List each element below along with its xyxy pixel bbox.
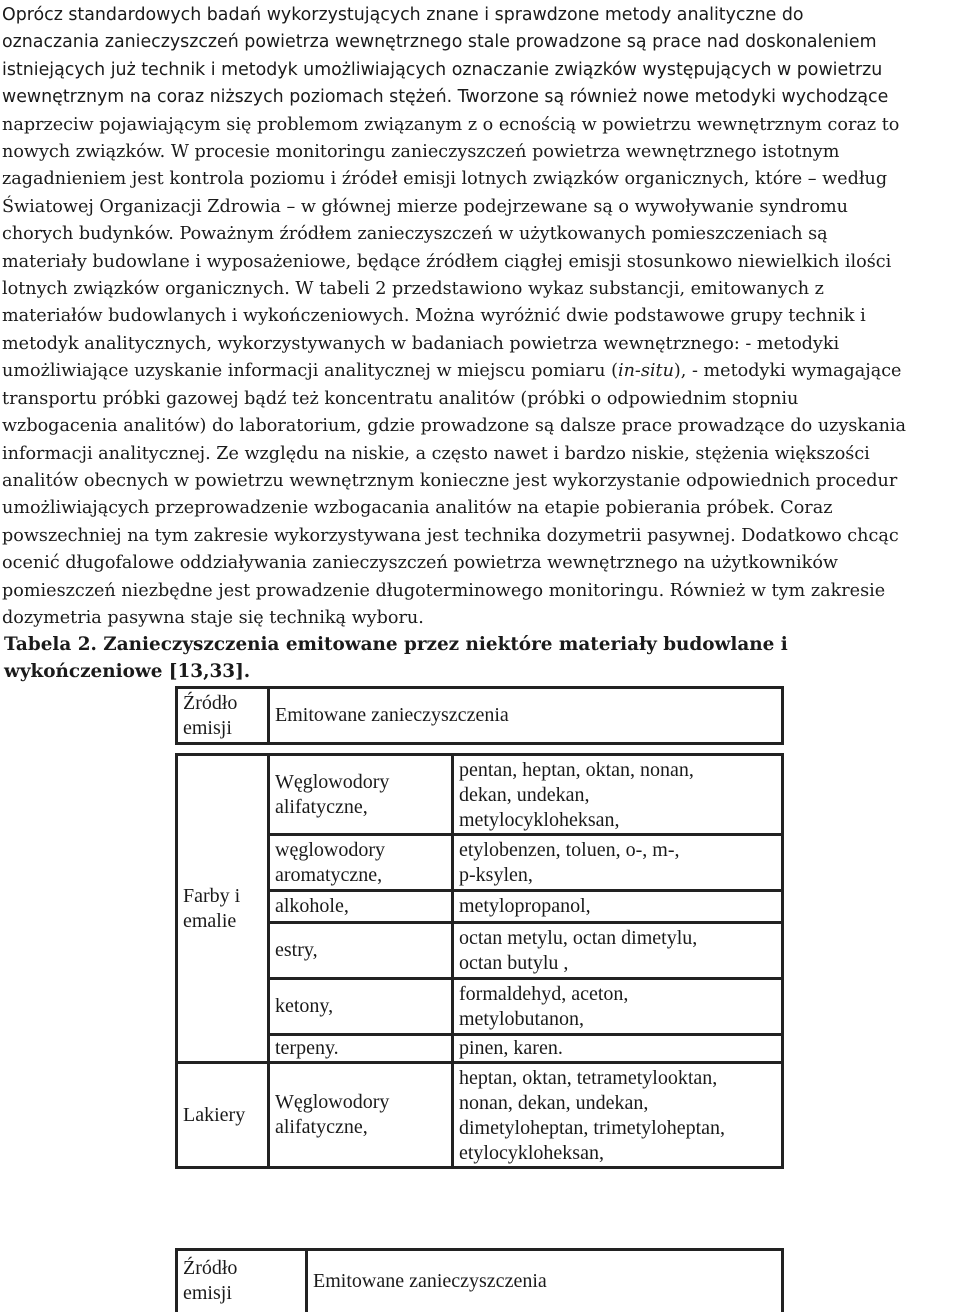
- paragraph-line: materiałów budowlanych i wykończeniowych. Można wyróżnić dwie podstawowe grupy technik i: [2, 306, 866, 327]
- emissions-table-continued-grid: [175, 1248, 784, 1312]
- compound-class-cell: alkohole,: [269, 891, 453, 923]
- compounds-cell: etylobenzen, toluen, o-, m-, p-ksylen,: [453, 835, 783, 891]
- paragraph-line: analitów obecnych w powietrzu wewnętrznym konieczne jest wykorzystanie odpowiednich procedur: [2, 470, 898, 491]
- emissions-table: [175, 686, 784, 1169]
- compounds-cell: pinen, karen.: [453, 1035, 783, 1063]
- paragraph-line: umożliwiających przeprowadzenie wzbogacania analitów na etapie pobierania próbek. Coraz: [2, 498, 833, 519]
- compounds-cell: heptan, oktan, tetrametylooktan, nonan, dekan, undekan, dimetyloheptan, trimetyloheptan, etylocykloheksan,: [453, 1063, 783, 1168]
- paragraph-line: pomieszczeń niezbędne jest prowadzenie długoterminowego monitoringu. Również w tym zakresie: [2, 580, 886, 601]
- paragraph-line: [2, 358, 954, 385]
- paragraph-line: nowych związków. W procesie monitoringu zanieczyszczeń powietrza wewnętrznego istotnym: [2, 142, 840, 163]
- emissions-table-grid: [175, 686, 784, 1169]
- paragraph-line: dozymetria pasywna staje się techniką wyboru.: [2, 607, 424, 628]
- paragraph-line: Światowej Organizacji Zdrowia – w głównej mierze podejrzewane są o wywoływanie syndromu: [2, 196, 848, 217]
- paragraph-line: transportu próbki gazowej bądź też koncentratu analitów (próbki o odpowiednim stopniu: [2, 388, 799, 409]
- table-header-row: [177, 688, 783, 744]
- source-cell: Farby i emalie: [177, 755, 269, 1063]
- paragraph-line: wewnętrznym na coraz niższych poziomach stężeń. Tworzone są również nowe metodyki wychodzące: [2, 87, 889, 108]
- body-paragraph: [2, 2, 954, 632]
- paragraph-line: chorych budynków. Poważnym źródłem zanieczyszczeń w użytkowanych pomieszczeniach są: [2, 224, 828, 245]
- in-situ-term: in-situ: [617, 361, 674, 382]
- compound-class-cell: estry,: [269, 923, 453, 979]
- table-row: [177, 1063, 783, 1168]
- compounds-cell: metylopropanol,: [453, 891, 783, 923]
- compound-class-cell: Węglowodory alifatyczne,: [269, 1063, 453, 1168]
- caption-line: wykończeniowe [13,33].: [4, 661, 251, 682]
- paragraph-line: lotnych związków organicznych. W tabeli 2 przedstawiono wykaz substancji, emitowanych z: [2, 279, 824, 300]
- paragraph-line: oznaczania zanieczyszczeń powietrza wewnętrznego stale prowadzone są prace nad doskonaleniem: [2, 32, 877, 53]
- paragraph-line: istniejących już technik i metodyk umożliwiających oznaczanie związków występujących w powietrzu: [2, 59, 883, 80]
- paragraph-line: materiały budowlane i wyposażeniowe, będące źródłem ciągłej emisji stosunkowo niewielkich ilości: [2, 251, 892, 272]
- paragraph-line-part: ), - metodyki wymagające: [673, 361, 902, 382]
- header-emitted: Emitowane zanieczyszczenia: [269, 688, 783, 744]
- compounds-cell: formaldehyd, aceton, metylobutanon,: [453, 979, 783, 1035]
- header-source: Źródło emisji: [177, 1250, 307, 1312]
- compounds-cell: pentan, heptan, oktan, nonan, dekan, undekan, metylocykloheksan,: [453, 755, 783, 835]
- paragraph-line: wzbogacenia analitów) do laboratorium, gdzie prowadzone są dalsze prace prowadzące do uzyskania: [2, 416, 907, 437]
- paragraph-line: Oprócz standardowych badań wykorzystujących znane i sprawdzone metody analityczne do: [2, 5, 804, 25]
- paragraph-line: ocenić długofalowe oddziaływania zanieczyszczeń powietrza wewnętrznego na użytkowników: [2, 553, 838, 574]
- table-header-row: [177, 1250, 783, 1312]
- source-cell: Lakiery: [177, 1063, 269, 1168]
- header-emitted: Emitowane zanieczyszczenia: [307, 1250, 783, 1312]
- paragraph-line: informacji analitycznej. Ze względu na niskie, a często nawet i bardzo niskie, stężenia większości: [2, 443, 870, 464]
- compound-class-cell: ketony,: [269, 979, 453, 1035]
- compound-class-cell: Węglowodory alifatyczne,: [269, 755, 453, 835]
- table-spacer: [177, 744, 783, 755]
- table-row: [177, 755, 783, 835]
- compound-class-cell: terpeny.: [269, 1035, 453, 1063]
- emissions-table-continued: [175, 1248, 784, 1312]
- compound-class-cell: węglowodory aromatyczne,: [269, 835, 453, 891]
- paragraph-line-part: umożliwiające uzyskanie informacji analitycznej w miejscu pomiaru (: [2, 361, 618, 382]
- paragraph-line: zagadnieniem jest kontrola poziomu i źródeł emisji lotnych związków organicznych, które – według: [2, 169, 888, 190]
- compounds-cell: octan metylu, octan dimetylu, octan butylu ,: [453, 923, 783, 979]
- header-source: Źródło emisji: [177, 688, 269, 744]
- caption-line: Tabela 2. Zanieczyszczenia emitowane przez niektóre materiały budowlane i: [4, 634, 788, 655]
- paragraph-line: powszechniej na tym zakresie wykorzystywana jest technika dozymetrii pasywnej. Dodatkowo chcąc: [2, 525, 899, 546]
- paragraph-line: metodyk analitycznych, wykorzystywanych w badaniach powietrza wewnętrznego: - metodyki: [2, 333, 840, 354]
- paragraph-line: naprzeciw pojawiającym się problemom związanym z o ecnością w powietrzu wewnętrznym coraz to: [2, 114, 900, 135]
- table-caption: [4, 631, 954, 685]
